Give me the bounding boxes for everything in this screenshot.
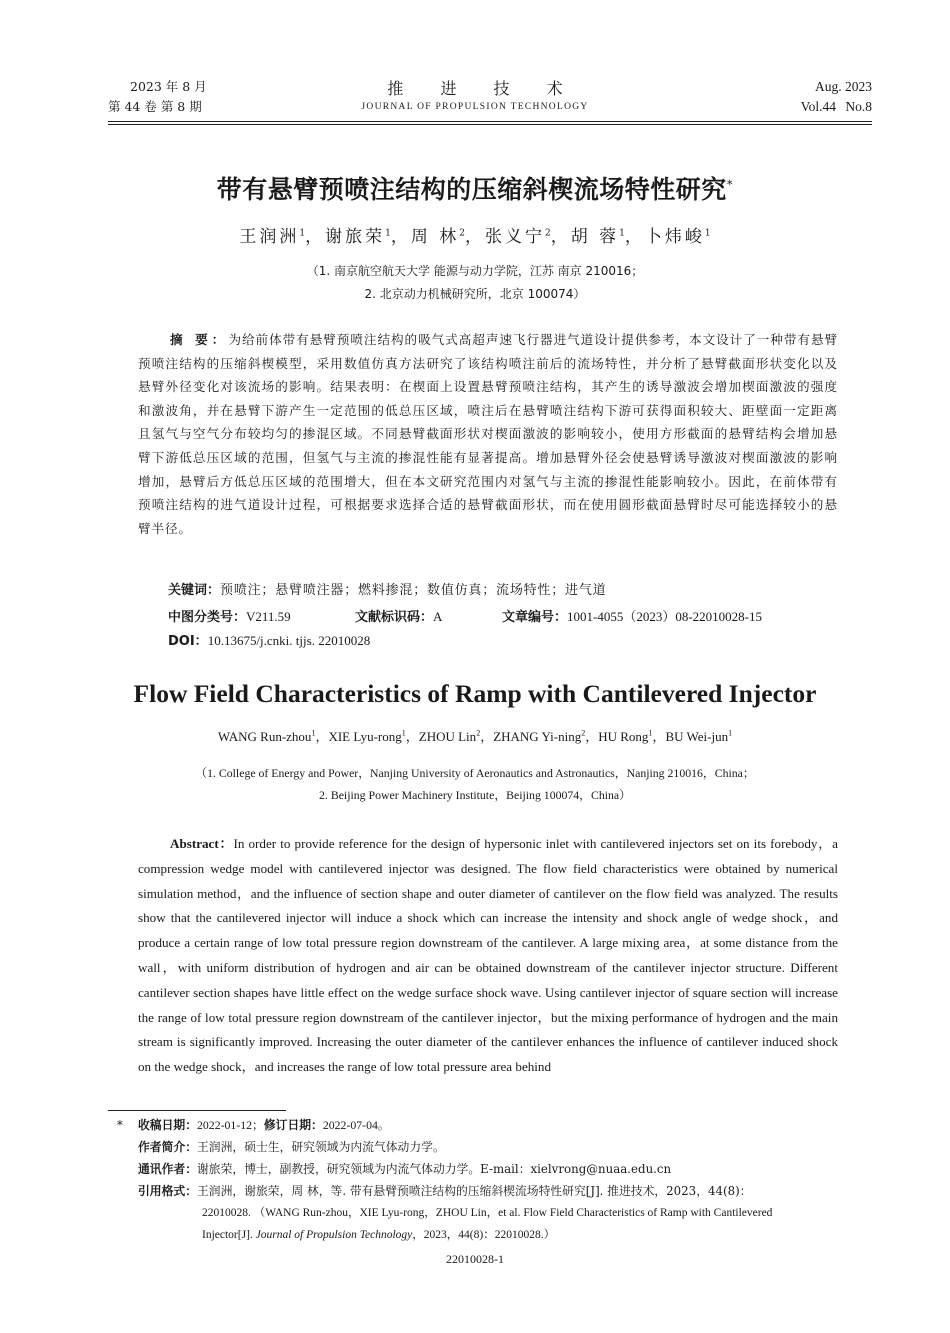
author-en: ZHOU Lin$^2$ xyxy=(418,728,481,744)
author-cn: 胡 蓉$^1$ xyxy=(570,227,625,247)
authors-en: WANG Run-zhou$^1$，XIE Lyu-rong$^1$，ZHOU Lin$^2$，ZHANG Yi-ning$^2$，HU Rong$^1$，BU Wei-jun$^1$ xyxy=(217,728,733,744)
header-rule-top xyxy=(108,121,872,122)
author-en: XIE Lyu-rong$^1$ xyxy=(328,728,406,744)
header-volume-en: Vol.44 No.8 xyxy=(800,99,872,114)
author-en: BU Wei-jun$^1$ xyxy=(665,728,733,744)
author-cn: 周 林$^2$ xyxy=(410,227,465,247)
doi-value: 10.13675/j.cnki. tjjs. 22010028 xyxy=(207,633,371,648)
author-en: HU Rong$^1$ xyxy=(598,728,653,744)
author-cn: 王润洲$^1$ xyxy=(239,227,306,247)
doi-label: DOI： xyxy=(168,634,208,649)
doc-code-label: 文献标识码： xyxy=(355,610,434,625)
title-footnote-mark: * xyxy=(726,177,734,192)
footnote-star: * xyxy=(117,1118,123,1132)
affiliation-en-2: 2. Beijing Power Machinery Institute，Beijing 100074，China） xyxy=(319,788,631,802)
author-cn: 张义宁$^2$ xyxy=(485,227,551,247)
clc-value: V211.59 xyxy=(246,609,291,624)
paper-title-en: Flow Field Characteristics of Ramp with Cantilevered Injector xyxy=(133,679,817,708)
abstract-cn-label: 摘 要： xyxy=(170,332,229,347)
abstract-en-text: In order to provide reference for the design of hypersonic inlet with cantilevered injectors set on its forebody，a compression wedge model with cantilevered injector was designed. The flow field characteristics were obtained by numerical simulation method，and the influence of section shape and outer diameter of cantilever on the flow field was analyzed. The results show that the cantilevered injector will induce a shock which can increase the intensity and shock angle of wedge shock，and produce a certain range of low total pressure region downstream of the cantilever. A large mixing area，at some distance from the wall，with uniform distribution of hydrogen and air can be obtained downstream of the cantilever injector structure. Different cantilever section shapes have little effect on the wedge surface shock wave. Using cantilever injector of square section will increase the range of low total pressure region downstream of the cantilever injector，but the mixing performance of hydrogen and the main stream is significantly improved. Increasing the outer diameter of the cantilever enhances the influence of cantilever induced shock on the wedge shock，and increases the range of low total pressure area behind xyxy=(138,836,838,1075)
header-volume-cn: 第 44 卷 第 8 期 xyxy=(108,99,202,114)
footnote-citation-line2: 22010028. （WANG Run-zhou，XIE Lyu-rong，ZHOU Lin，et al. Flow Field Characteristics of Ramp with Cantilevered xyxy=(202,1207,773,1219)
article-number xyxy=(502,606,762,625)
authors-cn: 王润洲$^1$，谢旅荣$^1$，周 林$^2$，张义宁$^2$，胡 蓉$^1$，卜炜峻$^1$ xyxy=(239,227,711,247)
doc-code-value: A xyxy=(433,609,443,624)
journal-title-en: JOURNAL OF PROPULSION TECHNOLOGY xyxy=(361,102,589,112)
author-en: ZHANG Yi-ning$^2$ xyxy=(493,728,586,744)
clc-number xyxy=(168,606,291,625)
footnote-dates: 收稿日期：2022-01-12；修订日期：2022-07-04。 xyxy=(138,1118,390,1132)
abstract-en xyxy=(138,832,838,1080)
page-number: 22010028-1 xyxy=(446,1252,504,1266)
journal-title-cn: 推 进 技 术 xyxy=(387,79,579,98)
author-cn: 谢旅荣$^1$ xyxy=(325,227,391,247)
keywords-text: 预喷注；悬臂喷注器；燃料掺混；数值仿真；流场特性；进气道 xyxy=(220,583,607,598)
affiliation-cn-1: （1. 南京航空航天大学 能源与动力学院，江苏 南京 210016； xyxy=(306,264,644,278)
header-rule-bottom xyxy=(108,124,872,125)
paper-title-cn xyxy=(0,170,950,206)
article-no-label: 文章编号： xyxy=(502,610,568,625)
author-cn: 卜炜峻$^1$ xyxy=(644,227,711,247)
abstract-en-label: Abstract： xyxy=(170,836,234,851)
doi xyxy=(168,630,370,649)
footnote-citation-line3: Injector[J]. Journal of Propulsion Technology，2023，44(8)：22010028.） xyxy=(202,1229,556,1241)
paper-title-cn-text: 带有悬臂预喷注结构的压缩斜楔流场特性研究 xyxy=(216,175,727,204)
keywords xyxy=(168,579,606,598)
affiliation-en-1: （1. College of Energy and Power，Nanjing University of Aeronautics and Astronautics，Nanjing 210016，China； xyxy=(195,766,755,780)
clc-label: 中图分类号： xyxy=(168,610,247,625)
keywords-label: 关键词： xyxy=(168,583,221,598)
article-no-value: 1001-4055（2023）08-22010028-15 xyxy=(567,609,763,624)
footnote-rule xyxy=(108,1110,286,1111)
header-date-en: Aug. 2023 xyxy=(815,79,872,94)
abstract-cn xyxy=(138,328,838,540)
footnote-corresponding: 通讯作者：谢旅荣，博士，副教授，研究领域为内流气体动力学。E-mail：xielvrong@nuaa.edu.cn xyxy=(138,1162,672,1176)
footnote-citation: 引用格式：王润洲，谢旅荣，周 林，等. 带有悬臂预喷注结构的压缩斜楔流场特性研究[J]. 推进技术，2023，44(8)： xyxy=(138,1184,752,1198)
abstract-cn-text: 为给前体带有悬臂预喷注结构的吸气式高超声速飞行器进气道设计提供参考，本文设计了一种带有悬臂预喷注结构的压缩斜楔模型，采用数值仿真方法研究了该结构喷注前后的流场特性，并分析了悬臂截面形状变化以及悬臂外径变化对该流场的影响。结果表明：在楔面上设置悬臂预喷注结构，其产生的诱导激波会增加楔面激波的强度和激波角，并在悬臂下游产生一定范围的低总压区域，喷注后在悬臂喷注结构下游可获得面积较大、距壁面一定距离且氢气与空气分布较均匀的掺混区域。不同悬臂截面形状对楔面激波的影响较小，使用方形截面的悬臂结构会增加悬臂下游低总压区域的范围，但氢气与主流的掺混性能有显著提高。增加悬臂外径会使悬臂诱导激波对楔面激波的影响增加，悬臂后方低总压区域的范围增大，但在本文研究范围内对氢气与主流的掺混性能影响较小。因此，在前体带有预喷注结构的进气道设计过程，可根据要求选择合适的悬臂截面形状，而在使用圆形截面悬臂时尽可能选择较小的悬臂半径。 xyxy=(138,332,838,536)
affiliation-cn-2: 2. 北京动力机械研究所，北京 100074） xyxy=(364,287,586,301)
author-en: WANG Run-zhou$^1$ xyxy=(217,728,316,744)
document-code xyxy=(355,606,442,625)
header-date-cn: 2023 年 8 月 xyxy=(130,79,207,94)
footnote-author: 作者简介：王润洲，硕士生，研究领域为内流气体动力学。 xyxy=(138,1140,445,1154)
